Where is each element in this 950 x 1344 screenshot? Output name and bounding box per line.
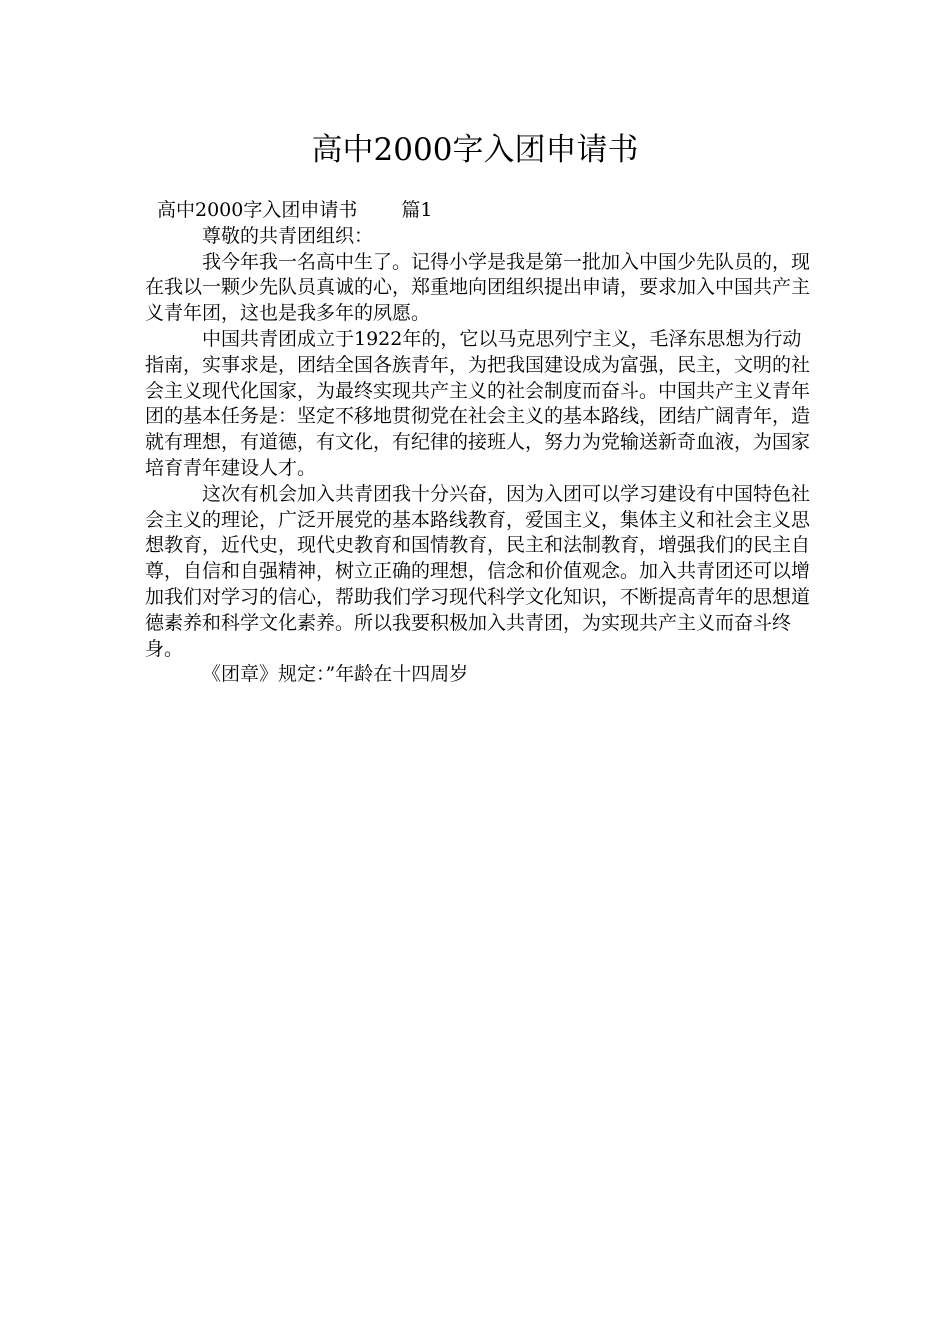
- section-heading-number: 篇1: [401, 199, 433, 221]
- salutation: 尊敬的共青团组织：: [202, 224, 374, 247]
- paragraph-4: 《团章》规定：”年龄在十四周岁: [202, 663, 469, 686]
- page-title: 高中2000字入团申请书: [311, 132, 639, 168]
- section-heading: [145, 198, 817, 224]
- paragraph-3: 这次有机会加入共青团我十分兴奋，因为入团可以学习建设有中国特色社会主义的理论，广泛开展党的基本路线教育，爱国主义，集体主义和社会主义思想教育，近代史，现代史教育和国情教育，民主和法制教育，增强我们的民主自尊，自信和自强精神，树立正确的理想，信念和价值观念。加入共青团还可以增加我们对学习的信心，帮助我们学习现代科学文化知识，不断提高青年的思想道德素养和科学文化素养。所以我要积极加入共青团，为实现共产主义而奋斗终身。: [145, 482, 811, 660]
- paragraph-2: 中国共青团成立于1922年的，它以马克思列宁主义，毛泽东思想为行动指南，实事求是，团结全国各族青年，为把我国建设成为富强，民主，文明的社会主义现代化国家，为最终实现共产主义的社会制度而奋斗。中国共产主义青年团的基本任务是：坚定不移地贯彻党在社会主义的基本路线，团结广阔青年，造就有理想，有道德，有文化，有纪律的接班人，努力为党输送新奇血液，为国家培育青年建设人才。: [145, 327, 811, 479]
- document-body: [145, 198, 817, 688]
- section-heading-label: 高中2000字入团申请书: [157, 199, 358, 221]
- paragraph-1: 我今年我一名高中生了。记得小学是我是第一批加入中国少先队员的，现在我以一颗少先队员真诚的心，郑重地向团组织提出申请，要求加入中国共产主义青年团，这也是我多年的夙愿。: [145, 250, 811, 325]
